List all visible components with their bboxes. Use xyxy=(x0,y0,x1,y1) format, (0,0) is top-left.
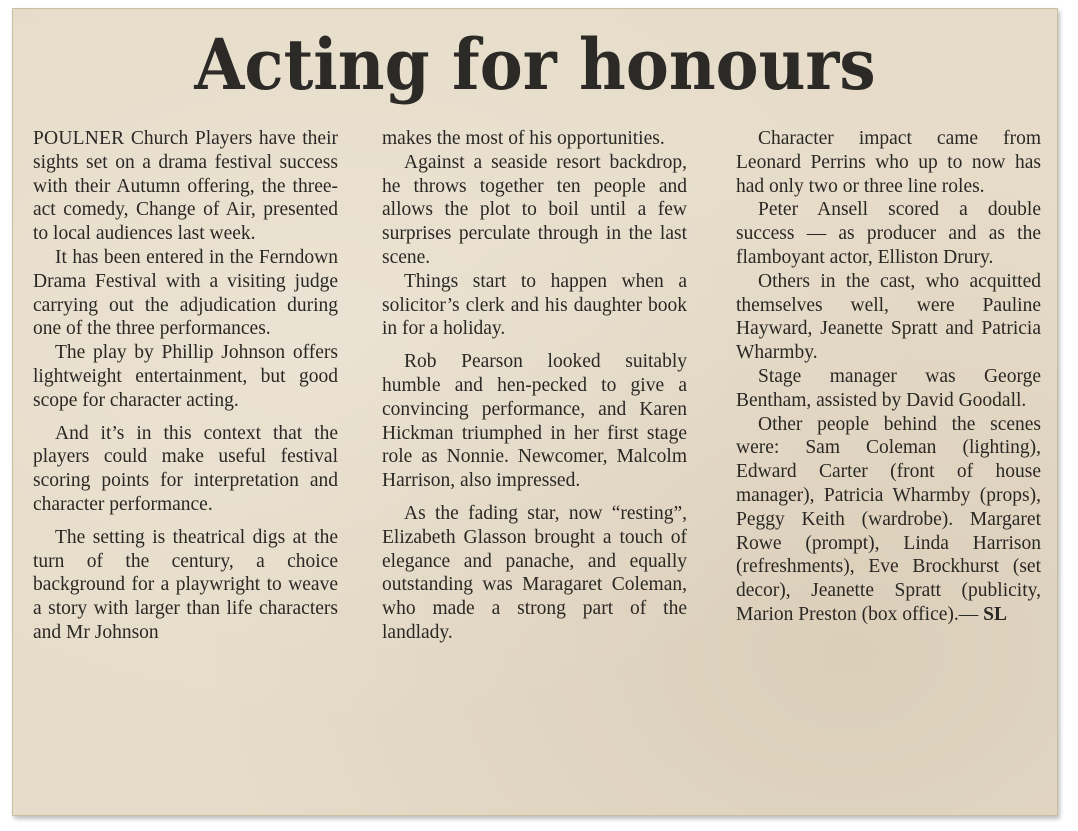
paragraph: The setting is theatrical digs at the turn of the century, a choice background for a playwright to weave a story with larger than life characters and Mr Johnson xyxy=(33,526,338,643)
column-2 xyxy=(382,127,687,645)
author-signature: SL xyxy=(983,603,1007,625)
paragraph: Peter Ansell scored a double success — as producer and as the flamboyant actor, Elliston Drury. xyxy=(736,199,1041,268)
paragraph: Rob Pearson looked suitably humble and hen-pecked to give a convincing performance, and Karen Hickman triumphed in her first stage role as Nonnie. Newcomer, Malcolm Harrison, also impressed. xyxy=(382,351,687,492)
lead-word: POULNER xyxy=(33,128,125,149)
column-3 xyxy=(736,127,1041,627)
paragraph: Against a seaside resort backdrop, he throws together ten people and allows the plot to boil until a few surprises perculate through in the last scene. xyxy=(382,151,687,268)
column-1 xyxy=(33,127,338,645)
paragraph: Things start to happen when a solicitor’s clerk and his daughter book in for a holiday. xyxy=(382,270,687,340)
newspaper-clipping xyxy=(12,8,1058,816)
paragraph xyxy=(33,127,338,246)
paragraph-text: Other people behind the scenes were: Sam Coleman (lighting), Edward Carter (front of house manager), Patricia Wharmby (props), Peggy Keith (wardrobe). Margaret Rowe (prompt), Linda Harrison (refreshments), Eve Brockhurst (set decor), Jeanette Spratt (publicity, Marion Preston (box office).— xyxy=(736,413,1041,625)
paragraph: The play by Phillip Johnson offers lightweight entertainment, but good scope for character acting. xyxy=(33,342,338,411)
paragraph: It has been entered in the Ferndown Drama Festival with a visiting judge carrying out the adjudication during one of the three performances. xyxy=(33,246,338,340)
paragraph: makes the most of his opportunities. xyxy=(382,128,665,149)
paragraph-text: Church Players have their sights set on a drama festival success with their Autumn offering, the three-act comedy, Change of Air, presented to local audiences last week. xyxy=(33,128,338,245)
paragraph: And it’s in this context that the players could make useful festival scoring points for interpretation and character performance. xyxy=(33,422,338,515)
paragraph: As the fading star, now “resting”, Elizabeth Glasson brought a touch of elegance and panache, and equally outstanding was Maragaret Coleman, who made a strong part of the landlady. xyxy=(382,502,687,643)
headline: Acting for honours xyxy=(194,23,876,106)
paragraph: Character impact came from Leonard Perrins who up to now has had only two or three line roles. xyxy=(736,128,1041,197)
paragraph xyxy=(736,413,1041,627)
paragraph: Others in the cast, who acquitted themselves well, were Pauline Hayward, Jeanette Spratt and Patricia Wharmby. xyxy=(736,270,1041,364)
paragraph: Stage manager was George Bentham, assisted by David Goodall. xyxy=(736,365,1041,411)
